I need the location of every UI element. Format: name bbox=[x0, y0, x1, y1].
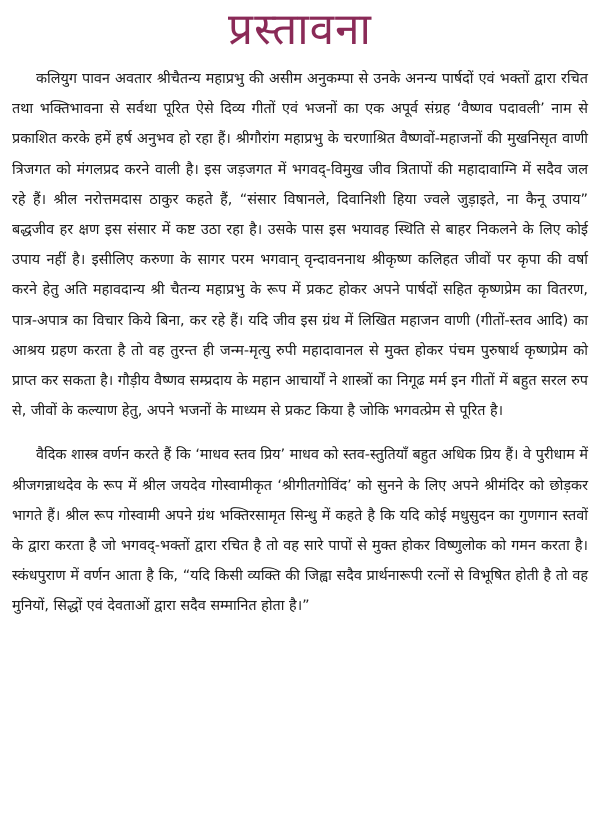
paragraph-2: वैदिक शास्त्र वर्णन करते हैं कि ‘माधव स्तव प्रिय’ माधव को स्तव-स्तुतियाँ बहुत अधिक प्रिय हैं। वे पुरीधाम में श्रीजगन्नाथदेव के रूप में श्रील जयदेव गोस्वामीकृत ‘श्रीगीतगोविंद’ को सुनने के लिए अपने श्रीमंदिर को छोड़कर भागते हैं। श्रील रूप गोस्वामी अपने ग्रंथ भक्तिरसामृत सिन्धु में कहते है कि यदि कोई मधुसुदन का गुणगान स्तवों के द्वारा करता है जो भगवद्-भक्तों द्वारा रचित है तो वह सारे पापों से मुक्त होकर विष्णुलोक को गमन करता है। स्कंधपुराण में वर्णन आता है कि, “यदि किसी व्यक्ति की जिह्वा सदैव प्रार्थनारूपी रत्नों से विभूषित होती है तो वह मुनियों, सिद्धों एवं देवताओं द्वारा सदैव सम्मानित होता है।” bbox=[12, 447, 588, 615]
paragraph-1: कलियुग पावन अवतार श्रीचैतन्य महाप्रभु की असीम अनुकम्पा से उनके अनन्य पार्षदों एवं भक्तों द्वारा रचित तथा भक्तिभावना से सर्वथा पूरित ऐसे दिव्य गीतों एवं भजनों का एक अपूर्व संग्रह ‘वैष्णव पदावली’ नाम से प्रकाशित करके हमें हर्ष अनुभव हो रहा हैं। श्रीगौरांग महाप्रभु के चरणाश्रित वैष्णवों-महाजनों की मुखनिसृत वाणी त्रिजगत को मंगलप्रद करने वाली है। इस जड़जगत में भगवद्-विमुख जीव त्रितापों की महादावाग्नि में सदैव जल रहे हैं। श्रील नरोत्तमदास ठाकुर कहते हैं, “संसार विषानले, दिवानिशी हिया ज्वले जुड़ाइते, ना कैनू उपाय” बद्धजीव हर क्षण इस संसार में कष्ट उठा रहा है। उसके पास इस भयावह स्थिति से बाहर निकलने के लिए कोई उपाय नहीं है। इसीलिए करुणा के सागर परम भगवान् वृन्दावननाथ श्रीकृष्ण कलिहत जीवों पर कृपा की वर्षा करने हेतु अति महावदान्य श्री चैतन्य महाप्रभु के रूप में प्रकट होकर अपने पार्षदों सहित कृष्णप्रेम का वितरण, पात्र-अपात्र का विचार किये बिना, कर रहे हैं। यदि जीव इस ग्रंथ में लिखित महाजन वाणी (गीतों-स्तव आदि) का आश्रय ग्रहण करता है तो वह तुरन्त ही जन्म-मृत्यु रुपी महादावानल से मुक्त होकर पंचम पुरुषार्थ कृष्णप्रेम को प्राप्त कर सकता है। गौड़ीय वैष्णव सम्प्रदाय के महान आचार्यों ने शास्त्रों का निगूढ मर्म इन गीतों में बहुत सरल रुप से, जीवों के कल्याण हेतु, अपने भजनों के माध्यम से प्रकट किया है जोकि भगवत्प्रेम से पूरित है। bbox=[12, 71, 588, 420]
page-title: प्रस्तावना bbox=[228, 4, 372, 55]
